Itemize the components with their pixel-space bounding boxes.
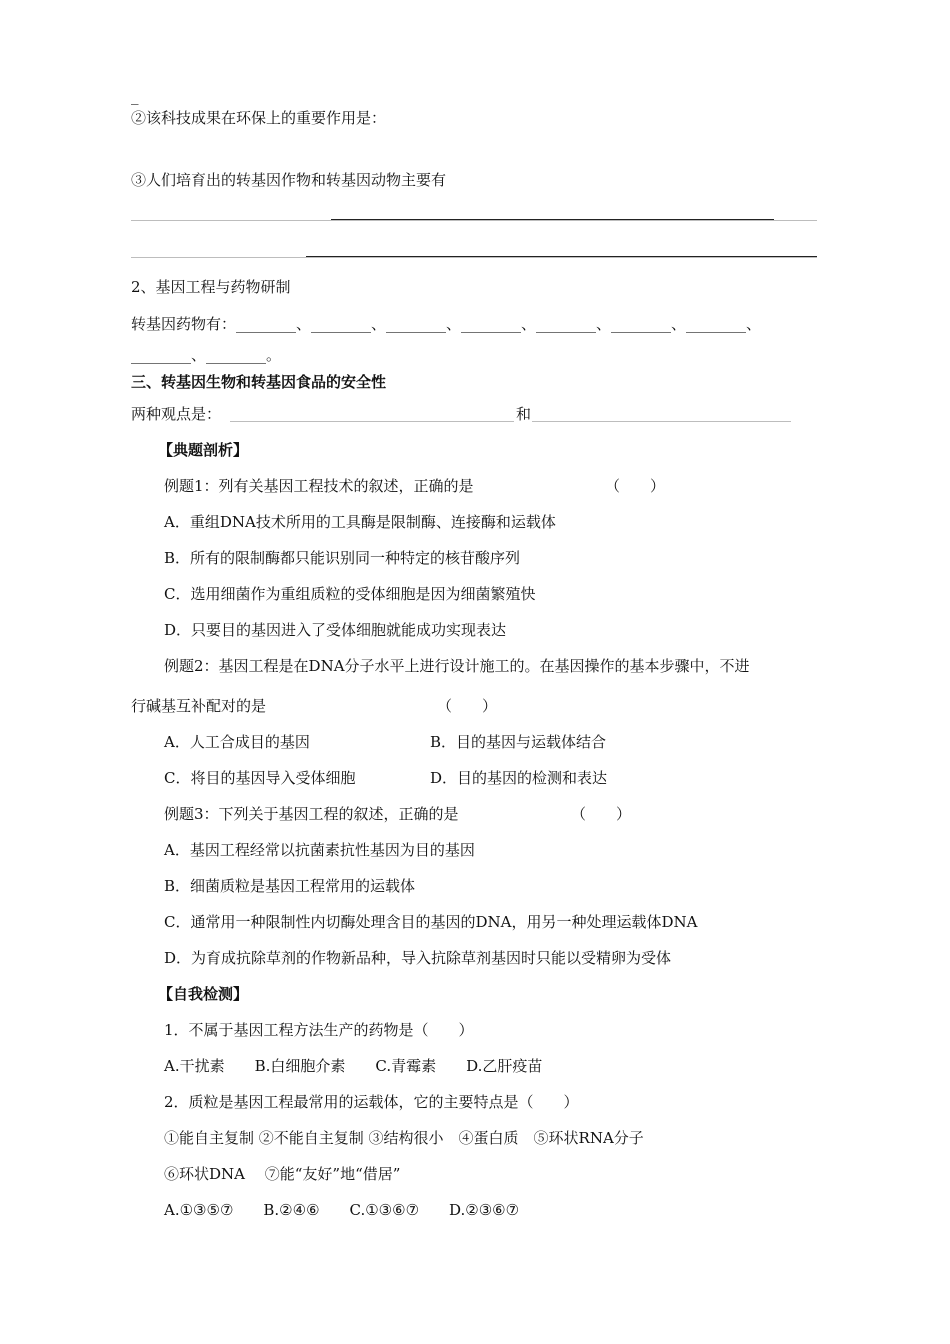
example-2-option-d: D．目的基因的检测和表达	[430, 769, 608, 787]
self-q2-items-line-2: ⑥环状DNA ⑦能“友好”地“借居”	[164, 1165, 401, 1183]
views-blank-2	[532, 421, 791, 422]
example-3-option-b: B．细菌质粒是基因工程常用的运载体	[164, 877, 416, 895]
example-3-option-c: C．通常用一种限制性内切酶处理含目的基因的DNA，用另一种处理运载体DNA	[164, 913, 698, 931]
section-3-title: 三、转基因生物和转基因食品的安全性	[131, 373, 387, 391]
example-2-stem-line-1: 例题2：基因工程是在DNA分子水平上进行设计施工的。在基因操作的基本步骤中，不进	[164, 657, 750, 675]
example-2-stem-line-2: 行碱基互补配对的是	[131, 697, 267, 715]
drugs-line-2: ________、________。	[131, 346, 282, 364]
top-mark: _	[131, 87, 139, 105]
example-1-paren: （ ）	[605, 477, 666, 495]
example-3-option-d: D．为育成抗除草剂的作物新品种，导入抗除草剂基因时只能以受精卵为受体	[164, 949, 672, 967]
views-blank-1	[230, 421, 514, 422]
section-2-title: 2、基因工程与药物研制	[131, 278, 291, 296]
example-1-option-b: B．所有的限制酶都只能识别同一种特定的核苷酸序列	[164, 549, 521, 567]
example-1-option-a: A．重组DNA技术所用的工具酶是限制酶、连接酶和运载体	[164, 513, 556, 531]
example-3-paren: （ ）	[571, 805, 632, 823]
example-1-option-d: D．只要目的基因进入了受体细胞就能成功实现表达	[164, 621, 507, 639]
example-3-stem: 例题3：下列关于基因工程的叙述，正确的是	[164, 805, 459, 823]
drugs-line-1: 转基因药物有：________、________、________、________、________、________、________、	[131, 315, 762, 333]
question-3-transgenic: ③人们培育出的转基因作物和转基因动物主要有	[131, 171, 447, 189]
answer-line-2-thick	[306, 256, 817, 257]
answer-line-2-thin	[131, 257, 817, 258]
example-2-option-a: A．人工合成目的基因	[164, 733, 310, 751]
example-2-paren: （ ）	[437, 697, 498, 715]
example-2-option-b: B．目的基因与运载体结合	[430, 733, 607, 751]
self-q2-items-line-1: ①能自主复制 ②不能自主复制 ③结构很小 ④蛋白质 ⑤环状RNA分子	[164, 1129, 644, 1147]
self-q2-stem: 2．质粒是基因工程最常用的运载体，它的主要特点是（ ）	[164, 1093, 579, 1111]
example-1-stem: 例题1：列有关基因工程技术的叙述，正确的是	[164, 477, 474, 495]
example-2-option-c: C．将目的基因导入受体细胞	[164, 769, 356, 787]
example-1-option-c: C．选用细菌作为重组质粒的受体细胞是因为细菌繁殖快	[164, 585, 536, 603]
question-2-environment: ②该科技成果在环保上的重要作用是：	[131, 109, 387, 127]
self-q1-stem: 1．不属于基因工程方法生产的药物是（ ）	[164, 1021, 474, 1039]
views-and: 和	[516, 405, 532, 423]
typical-examples-title: 【典题剖析】	[158, 441, 249, 459]
self-q1-options: A.干扰素 B.白细胞介素 C.青霉素 D.乙肝疫苗	[164, 1057, 543, 1075]
answer-line-1-thick	[331, 219, 774, 220]
self-check-title: 【自我检测】	[158, 985, 249, 1003]
self-q2-options: A.①③⑤⑦ B.②④⑥ C.①③⑥⑦ D.②③⑥⑦	[164, 1201, 520, 1219]
answer-line-1-thin	[131, 220, 817, 221]
views-label: 两种观点是：	[131, 405, 222, 423]
example-3-option-a: A．基因工程经常以抗菌素抗性基因为目的基因	[164, 841, 475, 859]
